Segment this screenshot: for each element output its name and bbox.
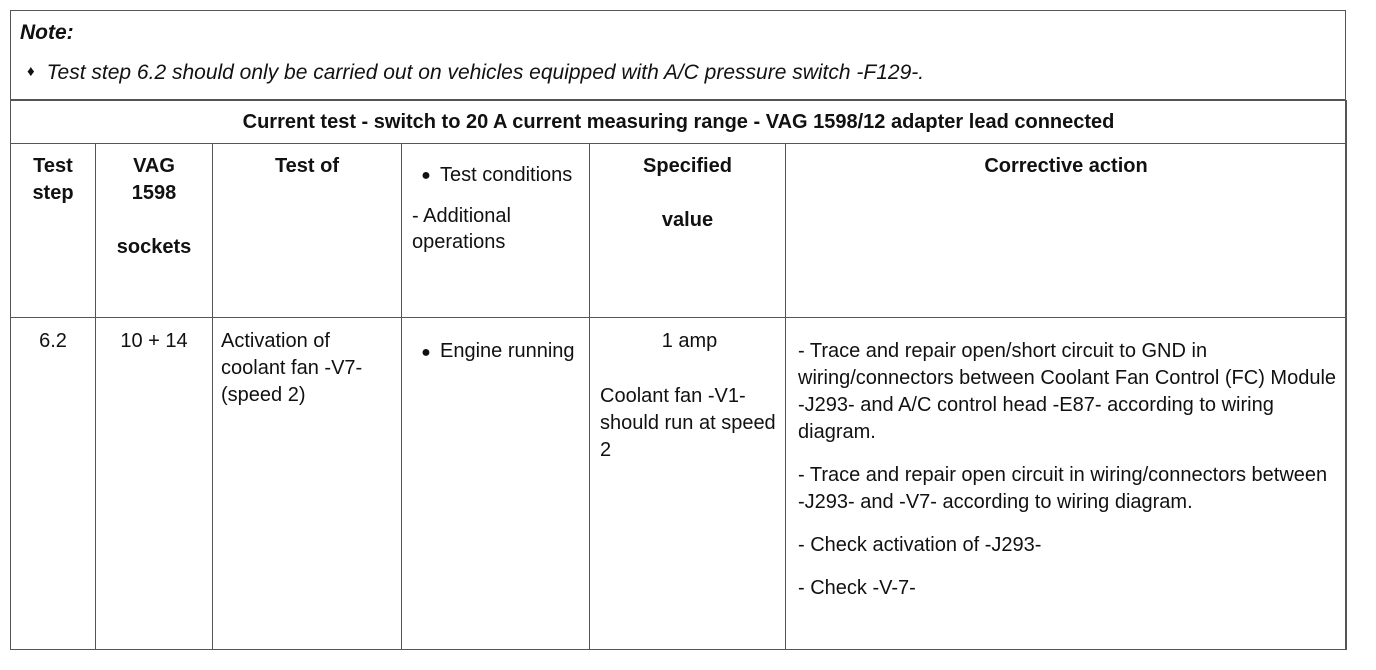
header-sockets — [96, 144, 213, 318]
header-corrective-label: Corrective action — [984, 155, 1148, 177]
header-sockets-line3: sockets — [116, 236, 192, 258]
cell-test-step: 6.2 — [11, 318, 96, 650]
corrective-item: - Check activation of -J293- — [798, 534, 1042, 556]
bullet-dot-icon: ● — [421, 167, 431, 184]
header-test-step — [11, 144, 96, 318]
note-item — [27, 61, 924, 85]
corrective-item: - Check -V-7- — [798, 577, 916, 599]
specified-note: Coolant fan -V1- should run at speed 2 — [600, 385, 776, 461]
header-specified-line2: value — [661, 209, 714, 231]
cell-test-of: Activation of coolant fan -V7- (speed 2) — [213, 318, 402, 650]
specified-main: 1 amp — [661, 330, 718, 352]
note-title: Note: — [20, 21, 74, 44]
note-block — [10, 10, 1346, 100]
header-conditions — [402, 144, 590, 318]
header-conditions-label: Test conditions — [440, 164, 573, 186]
header-test-step-line1: Test — [33, 155, 73, 177]
cell-condition — [402, 318, 590, 650]
header-sockets-line1: VAG — [133, 155, 175, 177]
header-row — [11, 144, 1347, 318]
header-corrective-action — [786, 144, 1347, 318]
corrective-item: - Trace and repair open/short circuit to GND in wiring/connectors between Coolant Fan Control (FC) Module -J293- and A/C control head -E87- according to wiring diagram. — [798, 340, 1337, 443]
header-additional-label: - Additional operations — [412, 205, 511, 253]
table-row — [11, 318, 1347, 650]
current-test-table — [10, 100, 1347, 650]
header-specified-line1: Specified — [643, 155, 732, 177]
header-test-of-label: Test of — [274, 155, 340, 177]
table-caption: Current test - switch to 20 A current measuring range - VAG 1598/12 adapter lead connected — [11, 101, 1347, 144]
note-text: Test step 6.2 should only be carried out on vehicles equipped with A/C pressure switch -F129-. — [46, 61, 925, 84]
header-specified-value — [590, 144, 786, 318]
header-sockets-line2: 1598 — [131, 182, 177, 204]
corrective-item: - Trace and repair open circuit in wiring/connectors between -J293- and -V7- according to wiring diagram. — [798, 464, 1328, 513]
bullet-dot-icon: ● — [421, 344, 431, 361]
header-conditions-bullet-row — [412, 162, 583, 189]
header-test-step-line2: step — [32, 182, 74, 204]
cell-sockets: 10 + 14 — [96, 318, 213, 650]
diamond-bullet-icon: ♦ — [27, 63, 35, 80]
cell-condition-text: Engine running — [440, 340, 575, 362]
cell-specified-value — [590, 318, 786, 650]
header-test-of — [213, 144, 402, 318]
cell-corrective-action — [786, 318, 1347, 650]
